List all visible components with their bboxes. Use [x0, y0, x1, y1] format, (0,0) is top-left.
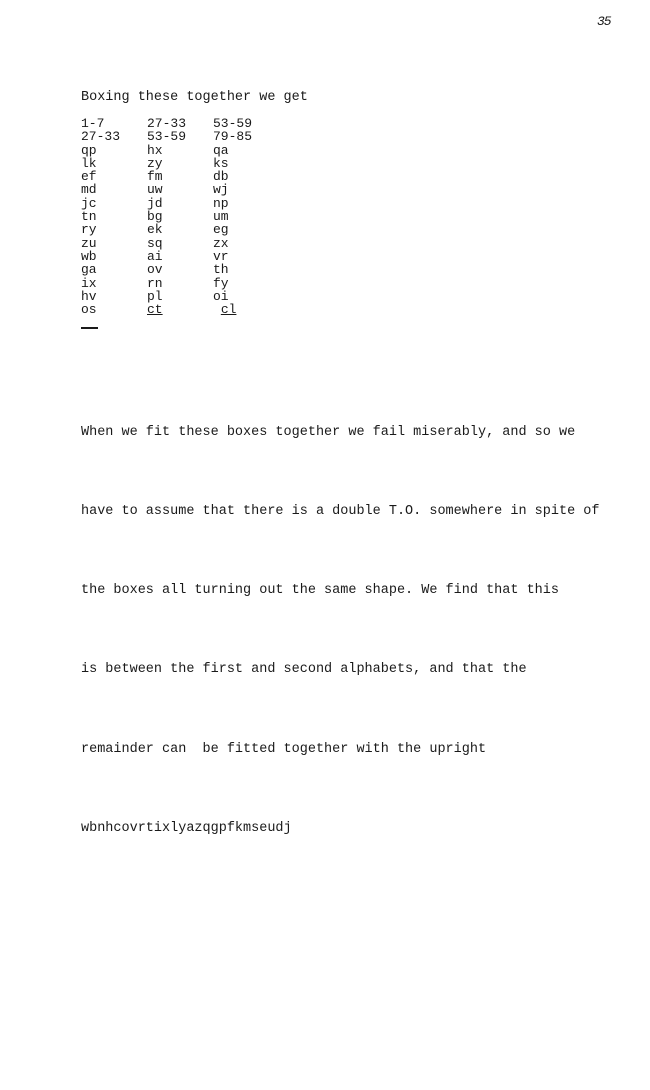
- table-cell: ry: [81, 222, 97, 238]
- intro-line: Boxing these together we get: [81, 90, 308, 105]
- table-row: [81, 144, 273, 157]
- table-cell: eg: [213, 222, 229, 238]
- table-cell: ov: [147, 262, 163, 278]
- table-row: [81, 277, 273, 290]
- table-header-cell: 53-59: [213, 116, 253, 131]
- table-row: [81, 223, 273, 236]
- table-cell: hv: [81, 288, 97, 304]
- table-cell: os: [81, 302, 97, 318]
- table-cell: hx: [147, 142, 163, 158]
- table-cell: wb: [81, 248, 97, 264]
- table-row: [81, 183, 273, 196]
- table-cell: ga: [81, 262, 97, 278]
- rule-mark: [81, 327, 98, 329]
- table-header-cell: 27-33: [147, 116, 187, 131]
- table-cell: qp: [81, 142, 97, 158]
- table-cell: bg: [147, 209, 163, 225]
- table-row: [81, 290, 273, 303]
- table-cell: 53-59: [147, 129, 187, 145]
- table-cell: np: [213, 195, 229, 211]
- table-row: [81, 210, 273, 223]
- underlined-cell-text: ct: [147, 302, 163, 318]
- paragraph-line: the boxes all turning out the same shape. We find that this: [81, 583, 559, 599]
- paragraph-line: is between the first and second alphabets, and that the: [81, 662, 527, 678]
- table-cell: jc: [81, 195, 97, 211]
- paragraph-line: remainder can be fitted together with the upright: [81, 741, 487, 757]
- table-cell: uw: [147, 182, 163, 198]
- table-row: [81, 250, 273, 263]
- table-cell: vr: [213, 248, 229, 264]
- underlined-cell-text: cl: [220, 302, 237, 318]
- table-cell: ai: [147, 248, 163, 264]
- table-cell: [147, 303, 213, 316]
- table-header-row: [81, 117, 273, 130]
- table-cell: ek: [147, 222, 163, 238]
- table-cell: sq: [147, 235, 163, 251]
- table-cell: jd: [147, 195, 163, 211]
- paragraph-line: wbnhcovrtixlyazqgpfkmseudj: [81, 820, 292, 836]
- table-cell: zu: [81, 235, 97, 251]
- table-cell: lk: [81, 155, 97, 171]
- table-row: [81, 130, 273, 143]
- table-row: [81, 170, 273, 183]
- table-cell: pl: [147, 288, 163, 304]
- table-cell: zx: [213, 235, 229, 251]
- table-cell: md: [81, 182, 97, 198]
- table-row: [81, 263, 273, 276]
- table-row: [81, 303, 273, 316]
- table-row: [81, 237, 273, 250]
- table-cell: db: [213, 169, 229, 185]
- table-cell: fy: [213, 275, 229, 291]
- table-cell: ef: [81, 169, 97, 185]
- table-cell: ks: [213, 155, 229, 171]
- table-cell: zy: [147, 155, 163, 171]
- table-cell: rn: [147, 275, 163, 291]
- table-cell: ix: [81, 275, 97, 291]
- body-paragraph: [81, 367, 599, 869]
- table-cell: th: [213, 262, 229, 278]
- table-row: [81, 197, 273, 210]
- boxing-table: [81, 117, 273, 316]
- paragraph-line: When we fit these boxes together we fail miserably, and so we: [81, 424, 576, 440]
- table-cell: [213, 303, 273, 316]
- table-cell: 79-85: [213, 129, 253, 145]
- table-cell: fm: [147, 169, 163, 185]
- table-header-cell: 1-7: [81, 116, 105, 131]
- table-cell: oi: [213, 288, 229, 304]
- page-number: 35: [597, 14, 611, 29]
- table-cell: wj: [213, 182, 229, 198]
- table-cell: qa: [213, 142, 229, 158]
- paragraph-line: have to assume that there is a double T.O. somewhere in spite of: [81, 504, 600, 520]
- table-cell: um: [213, 209, 229, 225]
- table-cell: 27-33: [81, 129, 121, 145]
- table-row: [81, 157, 273, 170]
- table-cell: tn: [81, 209, 97, 225]
